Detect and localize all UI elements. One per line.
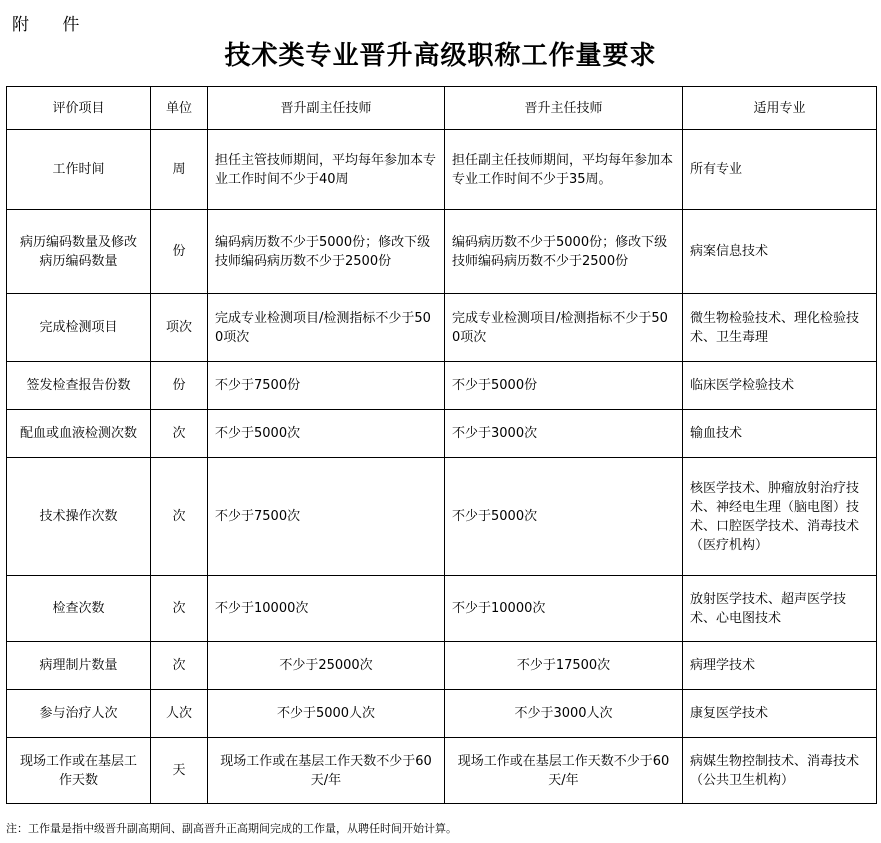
deputy-chief-requirement-cell: 担任主管技师期间，平均每年参加本专业工作时间不少于40周	[208, 130, 445, 210]
table-row	[7, 458, 877, 576]
deputy-chief-requirement-cell: 现场工作或在基层工作天数不少于60天/年	[208, 738, 445, 804]
applicable-specialty-cell: 病理学技术	[683, 642, 877, 690]
evaluation-item-cell: 技术操作次数	[7, 458, 151, 576]
applicable-specialty-cell: 所有专业	[683, 130, 877, 210]
column-header: 评价项目	[7, 87, 151, 130]
chief-requirement-cell: 不少于3000人次	[445, 690, 683, 738]
deputy-chief-requirement-cell: 不少于7500次	[208, 458, 445, 576]
applicable-specialty-cell: 放射医学技术、超声医学技术、心电图技术	[683, 576, 877, 642]
table-row	[7, 130, 877, 210]
chief-requirement-cell: 不少于5000次	[445, 458, 683, 576]
evaluation-item-cell: 签发检查报告份数	[7, 362, 151, 410]
evaluation-item-cell: 病历编码数量及修改病历编码数量	[7, 210, 151, 294]
table-row	[7, 294, 877, 362]
table-row	[7, 210, 877, 294]
chief-requirement-cell: 不少于3000次	[445, 410, 683, 458]
unit-cell: 周	[151, 130, 208, 210]
attachment-label: 附 件	[12, 15, 94, 35]
applicable-specialty-cell: 临床医学检验技术	[683, 362, 877, 410]
unit-cell: 次	[151, 576, 208, 642]
unit-cell: 项次	[151, 294, 208, 362]
chief-requirement-cell: 不少于17500次	[445, 642, 683, 690]
evaluation-item-cell: 完成检测项目	[7, 294, 151, 362]
unit-cell: 份	[151, 210, 208, 294]
column-header: 单位	[151, 87, 208, 130]
column-header: 适用专业	[683, 87, 877, 130]
table-header-row	[7, 87, 877, 130]
deputy-chief-requirement-cell: 不少于25000次	[208, 642, 445, 690]
chief-requirement-cell: 不少于5000份	[445, 362, 683, 410]
chief-requirement-cell: 担任副主任技师期间，平均每年参加本专业工作时间不少于35周。	[445, 130, 683, 210]
evaluation-item-cell: 现场工作或在基层工作天数	[7, 738, 151, 804]
column-header: 晋升副主任技师	[208, 87, 445, 130]
chief-requirement-cell: 现场工作或在基层工作天数不少于60天/年	[445, 738, 683, 804]
unit-cell: 次	[151, 410, 208, 458]
unit-cell: 次	[151, 642, 208, 690]
applicable-specialty-cell: 康复医学技术	[683, 690, 877, 738]
unit-cell: 次	[151, 458, 208, 576]
applicable-specialty-cell: 输血技术	[683, 410, 877, 458]
chief-requirement-cell: 编码病历数不少于5000份；修改下级技师编码病历数不少于2500份	[445, 210, 683, 294]
column-header: 晋升主任技师	[445, 87, 683, 130]
evaluation-item-cell: 参与治疗人次	[7, 690, 151, 738]
deputy-chief-requirement-cell: 完成专业检测项目/检测指标不少于500项次	[208, 294, 445, 362]
workload-table	[6, 86, 877, 804]
deputy-chief-requirement-cell: 编码病历数不少于5000份；修改下级技师编码病历数不少于2500份	[208, 210, 445, 294]
table-row	[7, 362, 877, 410]
table-row	[7, 576, 877, 642]
unit-cell: 份	[151, 362, 208, 410]
chief-requirement-cell: 完成专业检测项目/检测指标不少于500项次	[445, 294, 683, 362]
table-row	[7, 410, 877, 458]
applicable-specialty-cell: 核医学技术、肿瘤放射治疗技术、神经电生理（脑电图）技术、口腔医学技术、消毒技术（医疗机构）	[683, 458, 877, 576]
deputy-chief-requirement-cell: 不少于5000人次	[208, 690, 445, 738]
evaluation-item-cell: 检查次数	[7, 576, 151, 642]
footnote: 注：工作量是指中级晋升副高期间、副高晋升正高期间完成的工作量，从聘任时间开始计算。	[6, 822, 457, 835]
table-row	[7, 738, 877, 804]
evaluation-item-cell: 工作时间	[7, 130, 151, 210]
deputy-chief-requirement-cell: 不少于7500份	[208, 362, 445, 410]
unit-cell: 天	[151, 738, 208, 804]
unit-cell: 人次	[151, 690, 208, 738]
evaluation-item-cell: 病理制片数量	[7, 642, 151, 690]
table-row	[7, 642, 877, 690]
chief-requirement-cell: 不少于10000次	[445, 576, 683, 642]
page-title: 技术类专业晋升高级职称工作量要求	[224, 41, 657, 71]
deputy-chief-requirement-cell: 不少于10000次	[208, 576, 445, 642]
applicable-specialty-cell: 病案信息技术	[683, 210, 877, 294]
evaluation-item-cell: 配血或血液检测次数	[7, 410, 151, 458]
applicable-specialty-cell: 微生物检验技术、理化检验技术、卫生毒理	[683, 294, 877, 362]
table-row	[7, 690, 877, 738]
deputy-chief-requirement-cell: 不少于5000次	[208, 410, 445, 458]
applicable-specialty-cell: 病媒生物控制技术、消毒技术（公共卫生机构）	[683, 738, 877, 804]
